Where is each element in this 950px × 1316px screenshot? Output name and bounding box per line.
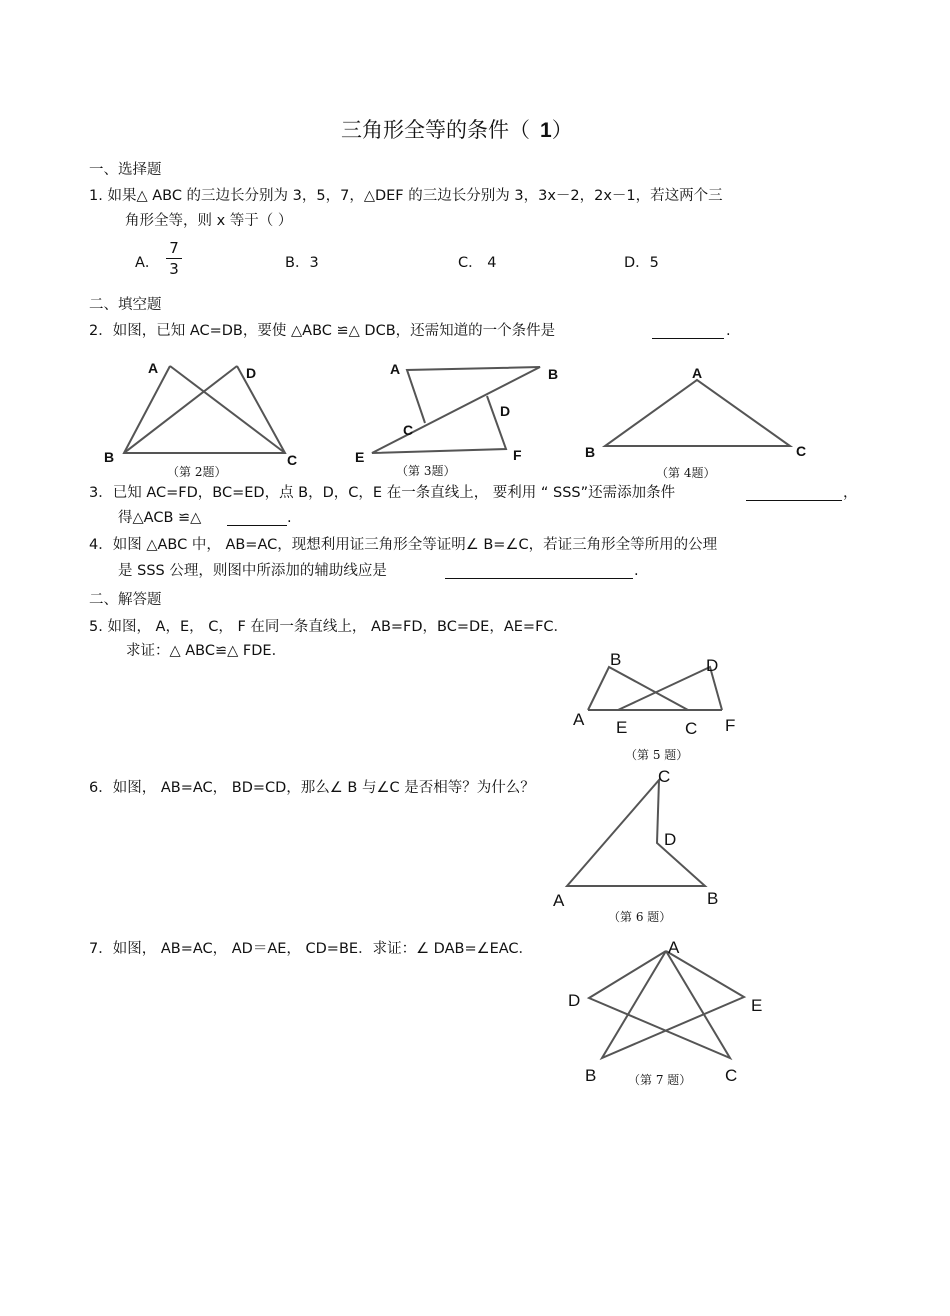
fig4-label-a: A [692,365,703,381]
q3-condition-blank[interactable] [746,500,842,501]
title-close: ） [551,118,573,142]
q1-option-d: D．5 [624,255,659,271]
fig6-label-a: A [553,891,565,910]
fig2-caption: （第 2题） [167,465,227,479]
fig7-label-a: A [668,938,680,957]
figure-3 [355,361,558,465]
section-fill: 二、填空题 [89,297,162,313]
q3-line1: 3．已知 AC=FD，BC=ED，点 B，D，C，E 在一条直线上， 要利用 “ SSS”还需添加条件 [89,485,676,501]
fig2-label-c: C [287,452,298,468]
fig6-caption: （第 6 题） [608,910,672,924]
fig5-caption: （第 5 题） [625,748,689,762]
fig5-label-a: A [573,710,585,729]
q1-line2: 角形全等，则 x 等于（ ） [125,213,293,229]
fig7-caption: （第 7 题） [628,1073,692,1087]
q1-option-c: C． 4 [458,255,497,271]
fig2-label-a: A [148,360,159,376]
fig3-label-a: A [390,361,401,377]
q4-line2: 是 SSS 公理，则图中所添加的辅助线应是 [118,563,387,579]
fig5-label-f: F [725,716,736,735]
fig3-upper [372,367,540,453]
q4-line1: 4．如图 △ABC 中， AB=AC，现想利用证三角形全等证明∠ B=∠C，若证三角形全等所用的公理 [89,537,718,553]
q4-answer-blank[interactable] [445,578,633,579]
fraction-denominator: 3 [169,260,179,278]
fig3-label-e: E [355,449,365,465]
fig7-label-b: B [585,1066,597,1085]
fig5-abc [588,667,688,710]
figure-5 [573,650,735,738]
section-choice: 一、选择题 [89,162,162,178]
q1-option-b: B．3 [285,255,319,271]
q5-line2: 求证：△ ABC≌△ FDE． [126,643,287,659]
fig6-label-d: D [664,830,677,849]
fig2-db [124,366,237,453]
fig7-label-c: C [725,1066,738,1085]
fig7-label-e: E [751,996,763,1015]
figure-4 [585,365,806,460]
fig5-label-b: B [610,650,622,669]
q4-end: . [634,563,639,579]
fig2-label-b: B [104,449,115,465]
title-number: 1 [540,119,552,142]
fig5-label-d: D [706,656,719,675]
fig4-triangle [605,380,790,446]
q1-option-a-label: A． [135,255,160,271]
q3-line2-end: . [287,510,292,526]
fig4-caption: （第 4题） [656,466,716,480]
section-answer: 二、解答题 [89,592,162,608]
fig3-label-f: F [513,447,522,463]
q3-triangle-blank[interactable] [227,525,287,526]
fig2-ac [170,366,285,453]
q2-text: 2．如图，已知 AC=DB，要使 △ABC ≌△ DCB，还需知道的一个条件是 [89,323,556,339]
fig6-shape [567,780,705,886]
figure-2 [104,360,297,468]
fig5-label-c: C [685,719,698,738]
figure-7 [568,938,762,1085]
q5-line1: 5. 如图， A，E， C， F 在同一条直线上， AB=FD，BC=DE，AE=FC． [89,619,569,635]
fig4-label-c: C [796,443,807,459]
fig2-ab-bc [124,366,285,453]
fig3-label-b: B [548,366,559,382]
figure-6 [553,767,718,910]
fig5-label-e: E [616,718,628,737]
q3-line1-end: ， [843,485,858,501]
fig3-caption: （第 3题） [396,464,456,478]
fig3-label-c: C [403,422,414,438]
fig7-right [602,951,744,1058]
fig2-label-d: D [246,365,257,381]
q1-line1: 1. 如果△ ABC 的三边长分别为 3，5，7，△DEF 的三边长分别为 3，3x－2，2x－1，若这两个三 [89,188,723,204]
title-text: 三角形全等的条件（ [341,118,530,142]
q7-text: 7．如图， AB=AC， AD＝AE， CD=BE．求证：∠ DAB=∠EAC． [89,941,534,957]
q6-text: 6．如图， AB=AC， BD=CD，那么∠ B 与∠C 是否相等？为什么？ [89,780,535,796]
fig6-label-b: B [707,889,719,908]
q2-end: . [726,323,731,339]
fig6-label-c: C [658,767,671,786]
fig7-left [589,951,730,1058]
fig3-label-d: D [500,403,511,419]
q3-line2: 得△ACB ≌△ [118,510,202,526]
fraction-numerator: 7 [169,239,179,257]
fig7-label-d: D [568,991,581,1010]
fig4-label-b: B [585,444,596,460]
